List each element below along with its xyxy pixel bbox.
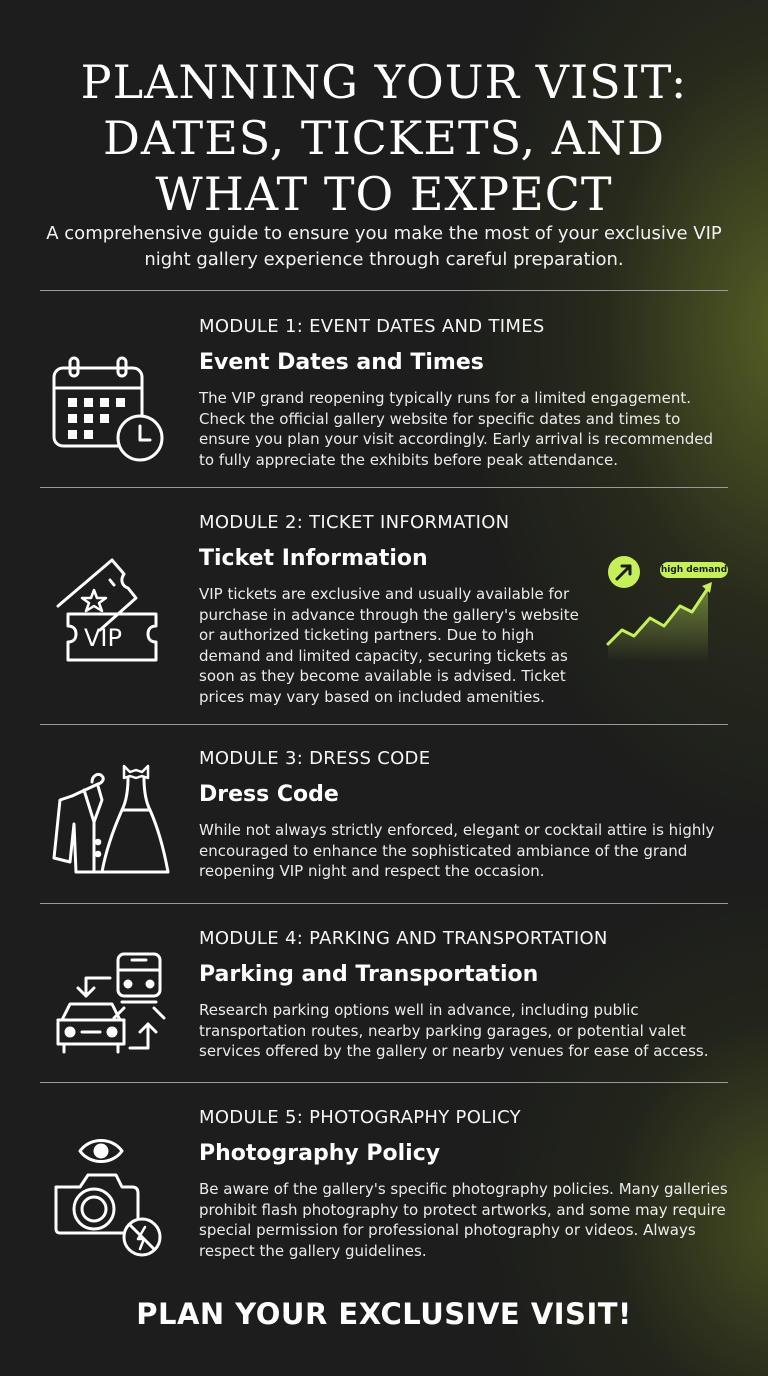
module-body: VIP tickets are exclusive and usually available for purchase in advance through the gallery's website or authorized ticketing partners. Due to high demand and limited capacity, securing tickets as soon as they become available is advised. Ticket prices may vary based on included amenities. [199, 585, 579, 706]
module-label: MODULE 1: EVENT DATES AND TIMES [199, 316, 545, 337]
module-heading: Dress Code [199, 782, 339, 807]
module-heading: Photography Policy [199, 1141, 441, 1166]
camera-no-flash-icon [50, 1133, 172, 1261]
call-to-action: PLAN YOUR EXCLUSIVE VISIT! [136, 1297, 632, 1331]
car-train-icon [50, 948, 172, 1066]
page-title [0, 54, 768, 222]
divider [40, 724, 728, 725]
vip-ticket-icon [50, 554, 168, 670]
module-heading: Ticket Information [199, 546, 428, 571]
module-body: The VIP grand reopening typically runs for a limited engagement. Check the official gallery website for specific dates and times to ensure you plan your visit accordingly. Early arrival is recommended to fully appreciate the exhibits before peak attendance. [199, 389, 714, 469]
module-label: MODULE 2: TICKET INFORMATION [199, 512, 510, 533]
module-label: MODULE 4: PARKING AND TRANSPORTATION [199, 928, 608, 949]
title-line-1: PLANNING YOUR VISIT: [80, 55, 688, 109]
module-body: Be aware of the gallery's specific photography policies. Many galleries prohibit flash photography to protect artworks, and some may require special permission for professional photography or videos. Always respect the gallery guidelines. [199, 1180, 728, 1260]
calendar-clock-icon [50, 354, 168, 470]
suit-dress-icon [50, 762, 172, 884]
divider [40, 1082, 728, 1083]
module-heading: Parking and Transportation [199, 962, 539, 987]
module-body: Research parking options well in advance, including public transportation routes, nearby parking garages, or potential valet services offered by the gallery or nearby venues for ease of access. [199, 1001, 709, 1060]
module-body: While not always strictly enforced, elegant or cocktail attire is highly encouraged to enhance the sophisticated ambiance of the grand reopening VIP night and respect the occasion. [199, 821, 715, 880]
module-label: MODULE 5: PHOTOGRAPHY POLICY [199, 1107, 521, 1128]
divider [40, 487, 728, 488]
title-line-3: WHAT TO EXPECT [155, 167, 613, 221]
divider [40, 290, 728, 291]
title-line-2: DATES, TICKETS, AND [102, 111, 666, 165]
high-demand-badge: high demand [660, 565, 728, 575]
ticket-vip-text: VIP [84, 624, 122, 652]
high-demand-trend-graphic [604, 552, 734, 662]
page-subtitle: A comprehensive guide to ensure you make the most of your exclusive VIP night gallery experience through careful preparation. [46, 223, 722, 270]
divider [40, 903, 728, 904]
module-label: MODULE 3: DRESS CODE [199, 748, 431, 769]
module-heading: Event Dates and Times [199, 350, 484, 375]
